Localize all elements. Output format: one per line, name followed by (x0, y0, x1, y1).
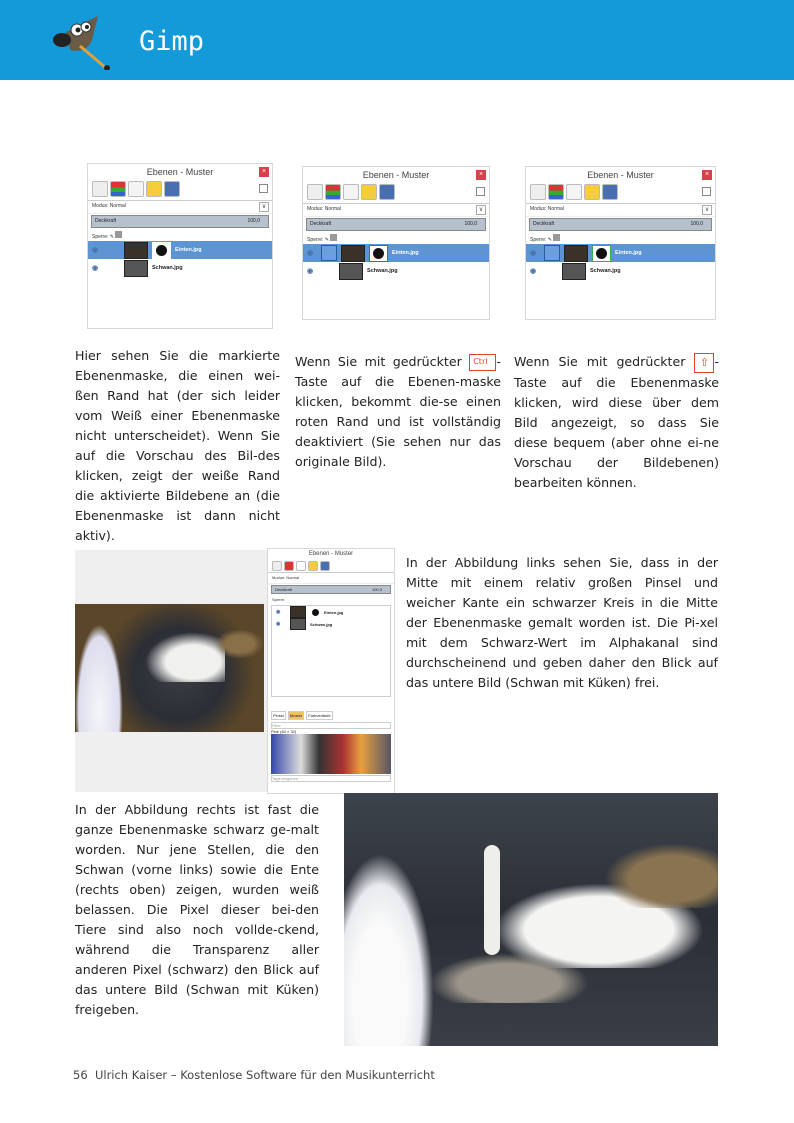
text-col-3 (514, 352, 719, 493)
layers-dialog-large (267, 548, 395, 794)
text-col-3-post: -Taste auf die Ebenenmaske klicken, wird diese über dem Bild angezeigt, so dass Sie diese bequem (aber ohne ei-ne Vorschau der Bildebenen) bearbeiten können. (514, 354, 719, 490)
dialog-title (88, 164, 272, 180)
pattern-grid[interactable] (271, 734, 391, 774)
close-icon[interactable]: × (259, 167, 269, 177)
layer-name: Schwan.jpg (310, 621, 333, 627)
masked-swan-photo (75, 604, 264, 732)
layer-row[interactable] (88, 259, 272, 277)
dock-tabs (303, 183, 489, 204)
layers-dialog-2 (302, 166, 490, 320)
paths-tab-icon[interactable] (566, 184, 582, 200)
layer-name: Schwan.jpg (590, 268, 621, 274)
opacity-value: 100,0 (247, 218, 260, 224)
chevron-down-icon[interactable]: v (702, 205, 712, 215)
lock-row (303, 232, 489, 244)
dock-menu-icon[interactable] (259, 184, 268, 193)
opacity-slider[interactable] (306, 218, 486, 231)
layer-row[interactable] (303, 244, 489, 262)
help-tab-icon[interactable] (320, 561, 330, 571)
layer-thumbnail[interactable] (124, 242, 148, 259)
brush-dock-tabs (271, 711, 391, 720)
layer-list (88, 241, 272, 277)
layer-thumbnail[interactable] (339, 263, 363, 280)
dialog-title-text: Ebenen - Muster (587, 170, 654, 180)
opacity-value: 100,0 (464, 221, 477, 227)
dock-tabs (526, 183, 715, 204)
alpha-lock-icon[interactable] (553, 234, 560, 241)
opacity-slider[interactable] (529, 218, 712, 231)
dialog-title (268, 549, 394, 560)
dialog-title (303, 167, 489, 183)
swan-photo (344, 793, 718, 1046)
layer-thumbnail[interactable] (124, 260, 148, 277)
layer-name: Schwan.jpg (152, 265, 183, 271)
dialog-title-text: Ebenen - Muster (308, 551, 354, 557)
page-header (0, 0, 794, 80)
mode-label: Modus: Normal (530, 206, 564, 212)
channels-tab-icon[interactable] (325, 184, 341, 200)
close-icon[interactable]: × (476, 170, 486, 180)
eye-icon[interactable]: ◉ (276, 621, 281, 627)
layer-thumbnail[interactable] (562, 263, 586, 280)
layer-list (303, 244, 489, 280)
text-col-3-pre: Wenn Sie mit gedrückter (514, 354, 686, 369)
opacity-label: Deckkraft (310, 221, 332, 227)
lock-row (88, 229, 272, 241)
page-footer (73, 1068, 435, 1082)
eye-icon[interactable]: ◉ (92, 247, 99, 254)
alpha-lock-icon[interactable] (330, 234, 337, 241)
dock-tabs (88, 180, 272, 201)
text-col-2 (295, 352, 501, 472)
channels-tab-icon[interactable] (548, 184, 564, 200)
opacity-label: Deckkraft (533, 221, 555, 227)
help-tab-icon[interactable] (164, 181, 180, 197)
paths-tab-icon[interactable] (296, 561, 306, 571)
mode-select[interactable] (88, 201, 272, 214)
paths-tab-icon[interactable] (343, 184, 359, 200)
text-col-2-post: -Taste auf die Ebenen-maske klicken, bekommt die-se einen roten Rand und ist vollständig deaktiviert (Sie sehen nur das originale Bild). (295, 354, 501, 469)
opacity-slider[interactable] (271, 585, 391, 594)
mode-label: Modus: Normal (272, 575, 300, 580)
layer-thumbnail[interactable] (341, 245, 365, 262)
chevron-down-icon[interactable]: v (476, 205, 486, 215)
paths-tab-icon[interactable] (128, 181, 144, 197)
opacity-value: 100,0 (371, 587, 382, 592)
lock-row (526, 232, 715, 244)
layer-mask-thumbnail[interactable] (369, 245, 388, 262)
dialog-title-text: Ebenen - Muster (146, 167, 214, 177)
page-title: Gimp (139, 26, 205, 57)
layer-row[interactable] (526, 244, 715, 262)
undo-tab-icon[interactable] (308, 561, 318, 571)
eye-icon[interactable]: ◉ (307, 268, 314, 275)
filter-input[interactable]: Filter (271, 722, 391, 729)
lock-label: Sperre: (272, 597, 286, 602)
layers-tab-icon[interactable] (272, 561, 282, 571)
mode-label: Modus: Normal (92, 203, 126, 209)
layer-mask-thumbnail[interactable] (310, 607, 320, 617)
footer-text: Ulrich Kaiser – Kostenlose Software für den Musikunterricht (94, 1068, 435, 1082)
mode-select[interactable] (303, 204, 489, 217)
layer-name: Einten.jpg (392, 250, 419, 256)
dialog-title (526, 167, 715, 183)
layer-list (526, 244, 715, 280)
layer-row[interactable] (526, 262, 715, 280)
lock-row (268, 595, 394, 605)
swan-front-shape (344, 853, 434, 1046)
layer-name: Einten.jpg (324, 609, 344, 615)
layers-tab-icon[interactable] (92, 181, 108, 197)
chain-toggle[interactable] (544, 245, 560, 261)
lock-label: Sperre: (92, 234, 109, 240)
layer-mask-thumbnail[interactable] (592, 245, 611, 262)
text-middle: In der Abbildung links sehen Sie, dass in der Mitte mit einem relativ großen Pinsel und weicher Kante ein schwarzer Kreis in die Mitte der Ebenenmaske gemalt worden ist. Die Pi-xel mit dem Schwarz-Wert im Alphakanal sind durchscheinend und geben daher den Blick auf das untere Bild (Schwan mit Küken) frei. (406, 555, 718, 690)
layer-mask-thumbnail[interactable] (152, 242, 171, 259)
gimp-logo-icon (46, 10, 116, 70)
layer-thumbnail[interactable] (290, 618, 306, 630)
lock-label: Sperre: (307, 237, 324, 243)
layer-row[interactable] (303, 262, 489, 280)
layer-name: Einten.jpg (615, 250, 642, 256)
undo-tab-icon[interactable] (584, 184, 600, 200)
ctrl-key-icon: Ctrl (469, 354, 496, 371)
chevron-down-icon[interactable]: v (259, 202, 269, 212)
layers-tab-icon[interactable] (307, 184, 323, 200)
dock-menu-icon[interactable] (702, 187, 711, 196)
layers-dialog-1 (87, 163, 273, 329)
brush-lock-icon[interactable]: ✎ (324, 237, 329, 243)
mode-select[interactable] (268, 573, 394, 584)
eye-icon[interactable]: ◉ (276, 609, 281, 615)
eye-icon[interactable]: ◉ (530, 268, 537, 275)
dock-tabs (268, 560, 394, 573)
layer-row[interactable] (272, 618, 390, 630)
eye-icon[interactable]: ◉ (307, 250, 314, 257)
layer-thumbnail[interactable] (290, 606, 306, 618)
opacity-label: Deckkraft (275, 587, 292, 592)
channels-tab-icon[interactable] (284, 561, 294, 571)
chain-toggle[interactable] (321, 245, 337, 261)
text-col-2-pre: Wenn Sie mit gedrückter (295, 354, 462, 369)
help-tab-icon[interactable] (379, 184, 395, 200)
tab-brushes[interactable]: Pinsel (273, 713, 284, 718)
close-icon[interactable]: × (702, 170, 712, 180)
swan-shape (75, 624, 123, 732)
mode-select[interactable] (526, 204, 715, 217)
brush-lock-icon[interactable]: ✎ (547, 237, 552, 243)
lock-label: Sperre: (530, 237, 547, 243)
layers-dialog-3 (525, 166, 716, 320)
opacity-label: Deckkraft (95, 218, 117, 224)
layer-list (271, 605, 391, 697)
undo-tab-icon[interactable] (361, 184, 377, 200)
text-bottom: In der Abbildung rechts ist fast die ganze Ebenenmaske schwarz ge-malt worden. Nur jene Stellen, die den Schwan (vorne links) sowie die Ente (rechts oben) zeigen, wurden weiß belassen. Die Pixel dieser bei-den Tiere sind also noch vollde-ckend, während die Transparenz aller anderen Pixel (schwarz) den Blick auf das untere Bild (Schwan mit Küken) freigeben. (75, 802, 319, 1017)
layers-tab-icon[interactable] (530, 184, 546, 200)
layer-thumbnail[interactable] (564, 245, 588, 262)
help-tab-icon[interactable] (602, 184, 618, 200)
undo-tab-icon[interactable] (146, 181, 162, 197)
dialog-title-text: Ebenen - Muster (362, 170, 430, 180)
opacity-slider[interactable] (91, 215, 269, 228)
layer-row[interactable] (272, 606, 390, 618)
tags-input[interactable]: Tags eingeben (271, 775, 391, 782)
duck-shape (215, 629, 264, 659)
tab-gradients[interactable]: Farbverläufe (308, 713, 331, 718)
opacity-value: 100,0 (690, 221, 703, 227)
cygnets-shape (429, 953, 589, 1003)
alpha-lock-icon[interactable] (115, 231, 122, 238)
duck-shape (604, 843, 718, 908)
swan-shape (145, 632, 225, 682)
brush-lock-icon[interactable]: ✎ (109, 234, 114, 240)
shift-key-icon: ⇧ (694, 353, 714, 373)
tab-patterns[interactable]: Muster (289, 713, 303, 718)
channels-tab-icon[interactable] (110, 181, 126, 197)
dock-menu-icon[interactable] (476, 187, 485, 196)
eye-icon[interactable]: ◉ (92, 265, 99, 272)
page-number: 56 (73, 1068, 88, 1082)
mode-label: Modus: Normal (307, 206, 341, 212)
pattern-label: Pine (64 × 32) (271, 729, 297, 734)
layer-name: Einten.jpg (175, 247, 202, 253)
layer-row[interactable] (88, 241, 272, 259)
text-col-1: Hier sehen Sie die markierte Ebenenmaske, die einen wei-ßen Rand hat (der sich leider vom Weiß einer Ebenenmaske nicht unterscheidet). Wenn Sie auf die Vorschau des Bil-des klicken, zeigt der weiße Rand die aktivierte Bildebene an (die Ebenenmaske ist dann nicht aktiv). (75, 348, 280, 543)
layer-name: Schwan.jpg (367, 268, 398, 274)
eye-icon[interactable]: ◉ (530, 250, 537, 257)
